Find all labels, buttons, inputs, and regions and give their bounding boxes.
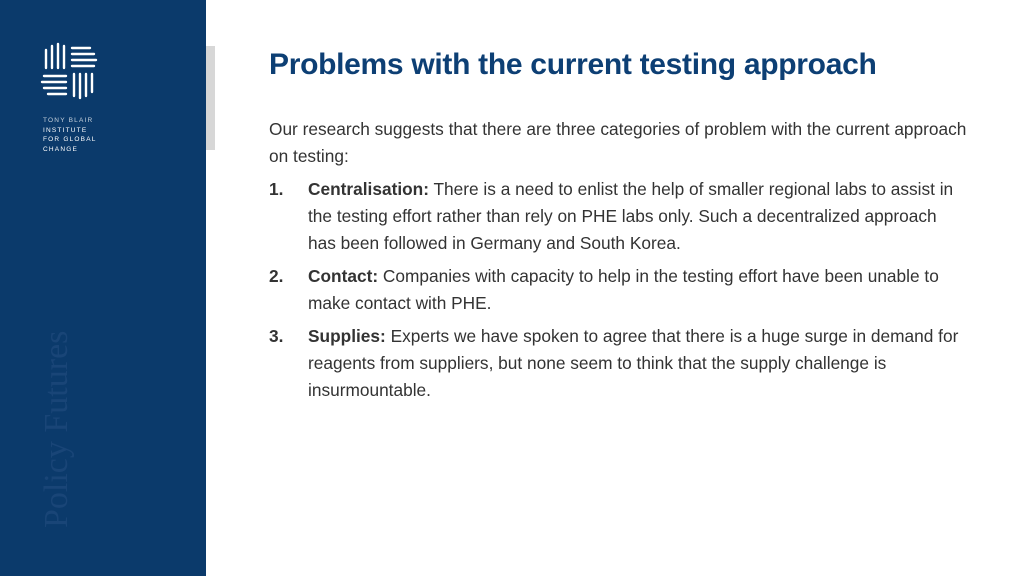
- item-term: Centralisation:: [308, 179, 429, 199]
- org-line-2: INSTITUTE: [43, 126, 88, 134]
- list-item: [269, 323, 969, 404]
- intro-text: Our research suggests that there are three categories of problem with the current approach on testing:: [269, 119, 967, 166]
- item-term: Contact:: [308, 266, 379, 286]
- organization-name: [43, 116, 97, 154]
- policy-futures-watermark: Policy Futures: [38, 330, 75, 528]
- institute-logo-icon: [40, 42, 98, 100]
- slide-body: [269, 116, 969, 410]
- org-line-3: FOR GLOBAL: [43, 136, 97, 143]
- item-text: Companies with capacity to help in the testing effort have been unable to make contact with PHE.: [308, 266, 939, 313]
- org-line-4: CHANGE: [43, 145, 79, 153]
- item-text: Experts we have spoken to agree that there is a huge surge in demand for reagents from suppliers, but none seem to think that the supply challenge is insurmountable.: [308, 326, 959, 400]
- problem-list: [269, 176, 969, 404]
- item-number: 1.: [269, 179, 284, 199]
- list-item: [269, 263, 969, 317]
- sidebar: [0, 0, 206, 576]
- item-text: There is a need to enlist the help of smaller regional labs to assist in the testing effort rather than rely on PHE labs only. Such a decentralized approach has been followed in Germany and South Korea.: [308, 179, 954, 253]
- item-number: 3.: [269, 326, 284, 346]
- list-item: [269, 176, 969, 257]
- slide-title: Problems with the current testing approach: [269, 48, 877, 81]
- item-term: Supplies:: [308, 326, 386, 346]
- accent-divider: [206, 46, 215, 150]
- org-line-1: TONY BLAIR: [43, 117, 94, 124]
- item-number: 2.: [269, 266, 284, 286]
